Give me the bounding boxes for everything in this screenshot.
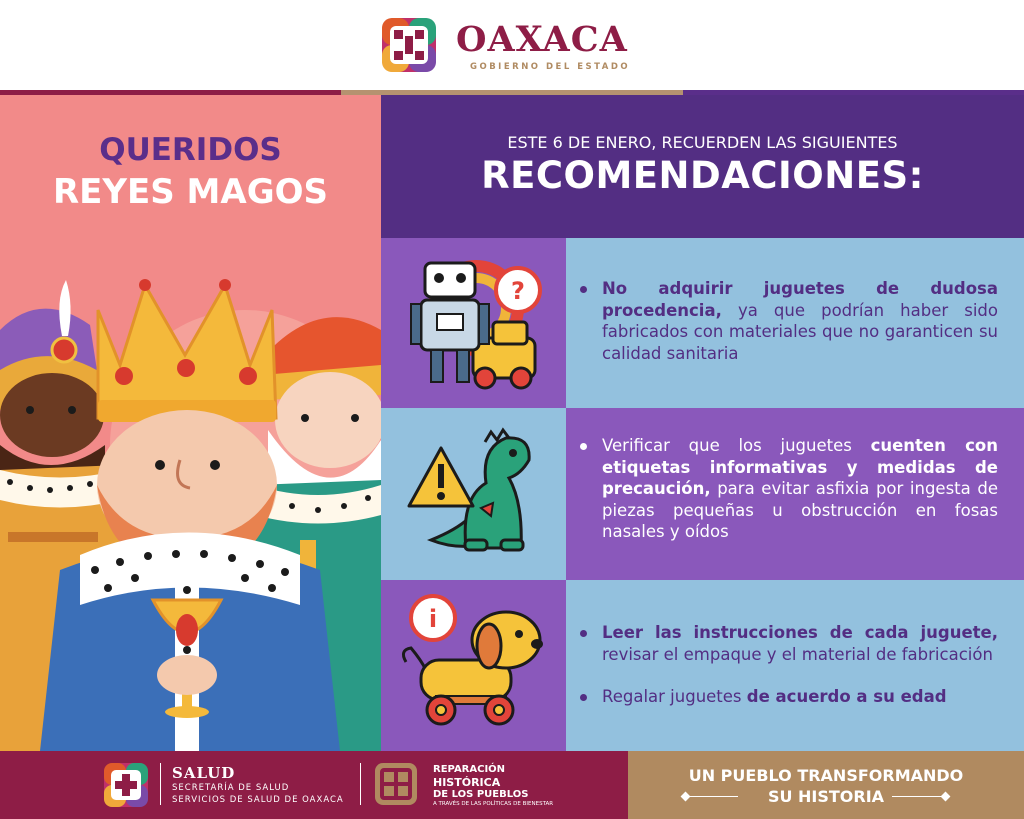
robot-toy-question-icon [381,238,566,408]
svg-text:?: ? [511,277,525,305]
slogan-line-2: SU HISTORIA [767,787,885,806]
bullet-icon [580,694,587,701]
recommendation-2-bold: cuenten con etiquetas informativas y medidas de precaución, [602,436,998,498]
recommendation-2-pre: Verificar que los juguetes [602,436,871,455]
reparacion-line-3: DE LOS PUEBLOS [433,789,529,800]
recommendation-2-icon-cell [381,408,566,580]
salud-secretaria: SECRETARÍA DE SALUD [172,783,290,793]
slogan-rule-right [892,796,944,797]
recommendation-1-icon-cell [381,238,566,408]
svg-text:i: i [428,605,438,633]
recommendation-3b-text [602,686,998,708]
slogan-line-1: UN PUEBLO TRANSFORMANDO [688,766,964,785]
reparacion-line-1: REPARACIÓN [433,764,506,775]
salud-emblem-icon [103,762,149,808]
bullet-icon [580,630,587,637]
recommendation-3a-bold: Leer las instrucciones de cada juguete, [602,623,998,642]
recommendation-3a-text [602,622,998,665]
footer-divider [160,763,161,805]
recommendation-3b-bold: de acuerdo a su edad [746,687,947,706]
recommendation-3b-pre: Regalar juguetes [602,687,747,706]
dinosaur-toy-warning-icon [381,408,566,580]
reparacion-line-2: HISTÓRICA [433,776,501,789]
intro-text: ESTE 6 DE ENERO, RECUERDEN LAS SIGUIENTES [507,133,898,152]
bullet-icon [580,286,587,293]
salud-servicios: SERVICIOS DE SALUD DE OAXACA [172,795,344,805]
reparacion-line-4: A TRAVÉS DE LAS POLÍTICAS DE BIENESTAR [433,801,554,807]
recommendation-2-rest: para evitar asfixia por ingesta de piezas pequeñas u obstrucción en fosas nasales y oídos [602,479,998,541]
greeting-line-1: QUERIDOS [99,132,282,168]
three-kings-illustration [0,270,381,751]
bullet-icon [580,443,587,450]
headline: RECOMENDACIONES: [481,154,924,197]
recommendation-1-bold: No adquirir juguetes de dudosa procedencia, [602,279,998,320]
recommendation-3 [566,580,1024,751]
recommendation-3-icon-cell [381,580,566,751]
slogan-rule-left [686,796,738,797]
brand-subtitle: GOBIERNO DEL ESTADO [470,62,631,72]
footer-slogan-band [628,751,1024,819]
dog-pull-toy-info-icon [381,580,566,751]
recommendation-1-text [602,278,998,364]
recommendation-2-text [602,435,998,543]
recommendation-1-rest: ya que podrían haber sido fabricados con materiales que no garanticen su calidad sanitaria [602,300,998,363]
oaxaca-emblem-icon [380,16,438,74]
reparacion-historica-emblem-icon [374,762,418,806]
recommendation-3a-rest: revisar el empaque y el material de fabricación [602,644,993,664]
recommendation-1 [566,238,1024,408]
greeting-line-2: REYES MAGOS [52,172,329,212]
footer-divider [360,763,361,805]
recommendation-2 [566,408,1024,580]
footer-institutions [0,751,628,819]
salud-title: SALUD [172,764,236,782]
brand-title: OAXACA [456,19,628,60]
